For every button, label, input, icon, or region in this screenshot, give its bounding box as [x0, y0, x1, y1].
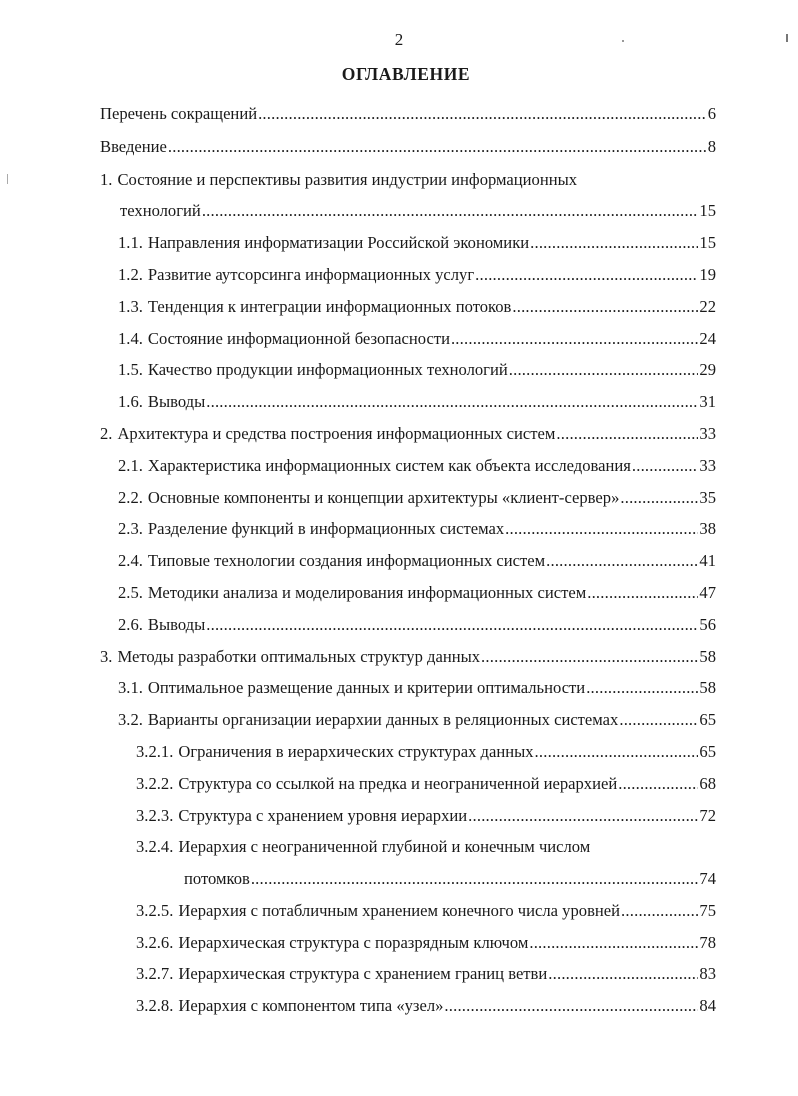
- leader-dots: [475, 263, 698, 287]
- leader-dots: [546, 549, 698, 573]
- leader-dots: [535, 740, 699, 764]
- toc-entry[interactable]: [136, 772, 716, 796]
- toc-entry-number: 1.5.: [118, 360, 143, 379]
- leader-dots: [512, 295, 698, 319]
- toc-entry-number: 2.3.: [118, 519, 143, 538]
- toc-entry-page: 65: [699, 742, 716, 761]
- toc-entry-title: Развитие аутсорсинга информационных услуг: [147, 265, 475, 284]
- toc-entry-title: Иерархическая структура с поразрядным ключом: [178, 933, 529, 952]
- toc-entry-page: 56: [699, 615, 716, 634]
- toc-entry[interactable]: [100, 422, 716, 446]
- toc-entry-title: Основные компоненты и концепции архитектуры «клиент-сервер»: [147, 488, 620, 507]
- toc-entry-number: 1.4.: [118, 329, 143, 348]
- toc-entry-title: Разделение функций в информационных системах: [147, 519, 505, 538]
- toc-entry-title: Выводы: [147, 392, 206, 411]
- toc-entry[interactable]: [118, 358, 716, 382]
- toc-entry-number: 3.2.4.: [136, 837, 174, 856]
- leader-dots: [206, 613, 698, 637]
- toc-entry[interactable]: [118, 454, 716, 478]
- leader-dots: [481, 645, 698, 669]
- toc-entry-page: 68: [699, 774, 716, 793]
- toc-entry-title: Характеристика информационных систем как объекта исследования: [147, 456, 631, 475]
- toc-entry-page: 33: [699, 456, 716, 475]
- leader-dots: [618, 772, 698, 796]
- toc-entry[interactable]: [136, 931, 716, 955]
- toc-entry-page: 35: [699, 488, 716, 507]
- leader-dots: [168, 135, 707, 159]
- toc-entry-title: Тенденция к интеграции информационных потоков: [147, 297, 512, 316]
- toc-entry-title: технологий: [120, 201, 201, 220]
- toc-entry-page: 83: [699, 964, 716, 983]
- toc-entry[interactable]: [100, 135, 716, 159]
- toc-entry-page: 6: [707, 104, 716, 123]
- leader-dots: [258, 102, 707, 126]
- toc-entry-page: 75: [699, 901, 716, 920]
- toc-entry-title: Иерархическая структура с хранением границ ветви: [178, 964, 548, 983]
- toc-entry-page: 15: [699, 233, 716, 252]
- toc-entry[interactable]: [118, 390, 716, 414]
- toc-entry[interactable]: [118, 295, 716, 319]
- scan-mark: [786, 34, 788, 42]
- toc-entry-page: 8: [707, 137, 716, 156]
- leader-dots: [206, 390, 698, 414]
- toc-entry-title: Иерархия с неограниченной глубиной и конечным числом: [178, 837, 591, 856]
- leader-dots: [530, 231, 698, 255]
- toc-entry[interactable]: [136, 994, 716, 1018]
- toc-entry-page: 24: [699, 329, 716, 348]
- toc-entry-title: Структура со ссылкой на предка и неограниченной иерархией: [178, 774, 618, 793]
- toc-entry-number: 1.1.: [118, 233, 143, 252]
- toc-entry[interactable]: [136, 835, 716, 859]
- toc-entry[interactable]: [118, 486, 716, 510]
- toc-entry-title: Состояние информационной безопасности: [147, 329, 450, 348]
- toc-entry-title: Типовые технологии создания информационных систем: [147, 551, 546, 570]
- toc-entry-number: 3.2.2.: [136, 774, 174, 793]
- toc-entry-page: 47: [699, 583, 716, 602]
- leader-dots: [509, 358, 699, 382]
- leader-dots: [556, 422, 698, 446]
- toc-entry-number: 3.2.: [118, 710, 143, 729]
- toc-entry-number: 3.2.7.: [136, 964, 174, 983]
- toc-entry-page: 19: [699, 265, 716, 284]
- leader-dots: [451, 327, 698, 351]
- leader-dots: [548, 962, 698, 986]
- toc-entry-title: Иерархия с потабличным хранением конечного числа уровней: [178, 901, 621, 920]
- toc-entry-number: 1.6.: [118, 392, 143, 411]
- toc-entry-page: 78: [699, 933, 716, 952]
- toc-entry[interactable]: [136, 804, 716, 828]
- toc-entry-number: 2.1.: [118, 456, 143, 475]
- toc-entry-page: 33: [699, 424, 716, 443]
- toc-entry[interactable]: [118, 263, 716, 287]
- leader-dots: [529, 931, 698, 955]
- toc-entry[interactable]: [118, 549, 716, 573]
- leader-dots: [620, 486, 698, 510]
- toc-entry-number: 3.2.8.: [136, 996, 174, 1015]
- toc-entry[interactable]: [120, 199, 716, 223]
- toc-entry-title: Методы разработки оптимальных структур данных: [117, 647, 481, 666]
- toc-entry[interactable]: [184, 867, 716, 891]
- leader-dots: [632, 454, 699, 478]
- toc-entry-title: Выводы: [147, 615, 206, 634]
- toc-entry[interactable]: [118, 708, 716, 732]
- leader-dots: [202, 199, 699, 223]
- toc-entry[interactable]: [118, 676, 716, 700]
- toc-entry-title: Оптимальное размещение данных и критерии оптимальности: [147, 678, 586, 697]
- toc-entry-page: 65: [699, 710, 716, 729]
- toc-entry-number: 1.2.: [118, 265, 143, 284]
- leader-dots: [621, 899, 698, 923]
- toc-entry[interactable]: [118, 613, 716, 637]
- toc-entry[interactable]: [118, 231, 716, 255]
- toc-entry-page: 15: [699, 201, 716, 220]
- toc-entry-page: 41: [699, 551, 716, 570]
- toc-entry-number: 3.2.1.: [136, 742, 174, 761]
- toc-entry-title: Методики анализа и моделирования информационных систем: [147, 583, 587, 602]
- toc-entry[interactable]: [136, 899, 716, 923]
- scan-mark: [622, 40, 624, 42]
- toc-entry[interactable]: [118, 327, 716, 351]
- toc-entry-title: Введение: [100, 137, 167, 156]
- toc-entry[interactable]: [100, 645, 716, 669]
- toc-entry-page: 84: [699, 996, 716, 1015]
- leader-dots: [586, 676, 698, 700]
- toc-entry-page: 29: [699, 360, 716, 379]
- leader-dots: [444, 994, 698, 1018]
- leader-dots: [505, 517, 698, 541]
- toc-entry-number: 2.2.: [118, 488, 143, 507]
- toc-entry-page: 58: [699, 647, 716, 666]
- leader-dots: [587, 581, 698, 605]
- leader-dots: [468, 804, 698, 828]
- page-number: 2: [394, 30, 404, 49]
- toc-entry[interactable]: [136, 962, 716, 986]
- toc-entry-number: 3.2.5.: [136, 901, 174, 920]
- toc-entry[interactable]: [118, 517, 716, 541]
- toc-entry-page: 31: [699, 392, 716, 411]
- toc-entry-title: Архитектура и средства построения информационных систем: [117, 424, 556, 443]
- toc-entry-title: Качество продукции информационных технологий: [147, 360, 508, 379]
- toc-entry-title: Состояние и перспективы развития индустрии информационных: [117, 170, 578, 189]
- toc-entry-title: Варианты организации иерархии данных в реляционных системах: [147, 710, 619, 729]
- toc-entry-page: 38: [699, 519, 716, 538]
- toc-entry[interactable]: [136, 740, 716, 764]
- toc-entry-title: Направления информатизации Российской экономики: [147, 233, 530, 252]
- toc-entry-title: Иерархия с компонентом типа «узел»: [178, 996, 444, 1015]
- toc-entry-page: 72: [699, 806, 716, 825]
- toc-entry-title: Перечень сокращений: [100, 104, 258, 123]
- toc-entry-title: Структура с хранением уровня иерархии: [178, 806, 468, 825]
- toc-entry-number: 3.: [100, 647, 113, 666]
- toc-entry-page: 74: [699, 869, 716, 888]
- toc-entry-number: 3.2.6.: [136, 933, 174, 952]
- toc-entry-number: 2.4.: [118, 551, 143, 570]
- toc-title: ОГЛАВЛЕНИЕ: [341, 64, 471, 84]
- toc-entry[interactable]: [118, 581, 716, 605]
- toc-entry-title: потомков: [184, 869, 250, 888]
- toc-entry-page: 22: [699, 297, 716, 316]
- toc-entry-number: 1.: [100, 170, 113, 189]
- toc-entry[interactable]: [100, 102, 716, 126]
- toc-entry-number: 2.6.: [118, 615, 143, 634]
- toc-entry-number: 2.5.: [118, 583, 143, 602]
- toc-entry-number: 3.1.: [118, 678, 143, 697]
- toc-entry-number: 2.: [100, 424, 113, 443]
- scan-mark: [7, 174, 8, 184]
- toc-entry[interactable]: [100, 168, 716, 192]
- toc-entry-title: Ограничения в иерархических структурах данных: [178, 742, 534, 761]
- toc-entry-page: 58: [699, 678, 716, 697]
- toc-entry-number: 3.2.3.: [136, 806, 174, 825]
- leader-dots: [619, 708, 698, 732]
- leader-dots: [251, 867, 699, 891]
- toc-entry-number: 1.3.: [118, 297, 143, 316]
